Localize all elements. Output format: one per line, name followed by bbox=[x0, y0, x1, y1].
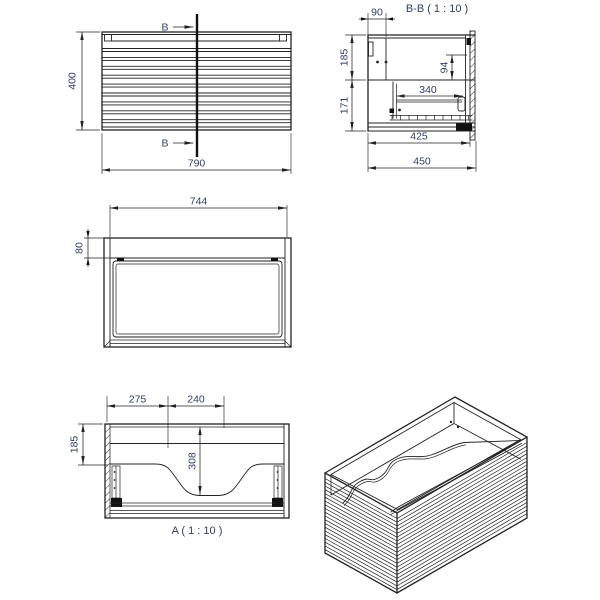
dim-450: 450 bbox=[413, 155, 431, 168]
bb-title: B-B ( 1 : 10 ) bbox=[405, 3, 469, 15]
dim-340: 340 bbox=[419, 84, 437, 96]
dim-275: 275 bbox=[128, 393, 147, 406]
front-view bbox=[66, 14, 291, 174]
dim-744: 744 bbox=[189, 195, 208, 208]
bb-bottom-ticks bbox=[392, 116, 469, 121]
top-view bbox=[73, 196, 291, 348]
dim-171: 171 bbox=[338, 96, 351, 115]
iso-right-slats bbox=[397, 443, 527, 590]
section-label-bottom-b: B bbox=[161, 137, 169, 150]
section-label-top-b: B bbox=[161, 21, 169, 34]
dim-308: 308 bbox=[186, 452, 199, 470]
dim-bb-185: 185 bbox=[338, 48, 351, 67]
iso-cutout-curve bbox=[343, 441, 521, 504]
dim-790: 790 bbox=[187, 157, 206, 170]
dim-90: 90 bbox=[371, 6, 383, 19]
dim-240: 240 bbox=[187, 393, 205, 406]
section-a-view bbox=[68, 394, 289, 538]
dim-425: 425 bbox=[410, 130, 428, 143]
dim-400: 400 bbox=[66, 72, 79, 90]
dim-a-185: 185 bbox=[68, 435, 81, 454]
a-title: A ( 1 : 10 ) bbox=[171, 525, 223, 537]
dim-94: 94 bbox=[438, 61, 451, 74]
dim-80: 80 bbox=[73, 242, 86, 254]
section-bb-view bbox=[338, 3, 476, 172]
isometric-view bbox=[325, 397, 527, 593]
